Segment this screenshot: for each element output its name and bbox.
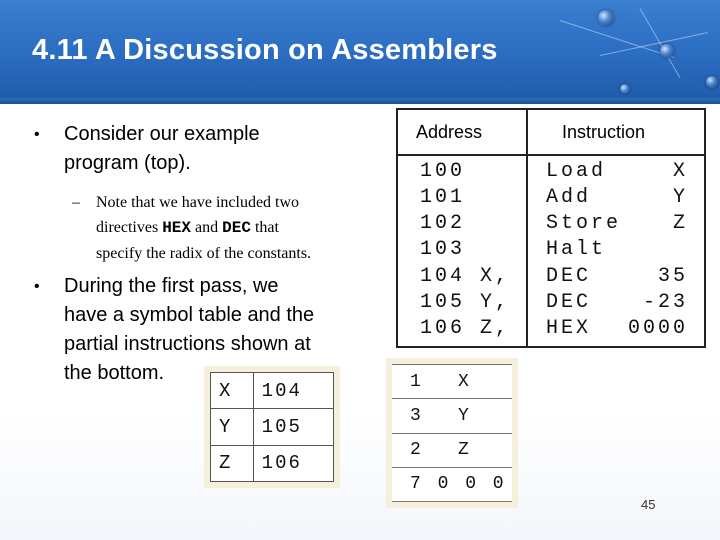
address-header: Address [416, 122, 483, 142]
operand-cell: 0000 [627, 317, 688, 340]
pushpin-icon [660, 44, 674, 58]
opcode-cell: 2 [392, 433, 440, 467]
address-cell: 102 [420, 212, 466, 235]
bullet-dot-icon: • [34, 278, 40, 295]
partial-operand-cell: X [440, 365, 512, 399]
mnemonic-cell: DEC [546, 291, 592, 314]
sub-text: that [250, 219, 279, 236]
operand-cell: Z [672, 212, 688, 235]
program-table [396, 108, 706, 348]
operand-cell: 35 [657, 265, 688, 288]
symbol-cell: X [211, 373, 254, 409]
dash-icon: – [72, 194, 80, 211]
mnemonic-cell: Add [546, 186, 592, 209]
symbol-table-grid [210, 372, 334, 482]
decorative-line [600, 32, 708, 56]
bullet-text-line: the bottom. [64, 362, 165, 384]
bullet-dot-icon: • [34, 126, 40, 143]
opcode-cell: 1 [392, 365, 440, 399]
page-title: 4.11 A Discussion on Assemblers [32, 34, 498, 66]
table-row [392, 467, 512, 501]
operand-cell: -23 [642, 291, 688, 314]
address-cell: 100 [420, 160, 466, 183]
table-row [211, 373, 334, 409]
mnemonic-cell: Store [546, 212, 622, 235]
page-number: 45 [641, 497, 656, 512]
partial-operand-cell: Z [440, 433, 512, 467]
opcode-cell: 3 [392, 399, 440, 433]
symbol-cell: Y [211, 409, 254, 445]
symbol-address-cell: 106 [253, 445, 333, 481]
sub-bullet-line: specify the radix of the constants. [96, 245, 312, 262]
symbol-address-cell: 104 [253, 373, 333, 409]
opcode-cell: 7 0 0 0 [392, 467, 512, 501]
table-row [392, 365, 512, 399]
pushpin-icon [598, 10, 614, 26]
column-divider [526, 110, 528, 346]
symbol-table [204, 366, 340, 488]
pushpin-icon [620, 84, 630, 94]
partial-instructions-grid [392, 364, 512, 502]
pushpin-icon [706, 76, 718, 88]
sub-bullet-directives [72, 190, 312, 266]
decorative-line [640, 8, 681, 78]
table-row [392, 433, 512, 467]
bullet-text-line: During the first pass, we [64, 275, 279, 297]
address-cell: 103 [420, 238, 466, 261]
sub-bullet-line: Note that we have included two [96, 194, 300, 211]
bullet-text-line: Consider our example [64, 123, 260, 145]
mnemonic-cell: Load [546, 160, 607, 183]
table-row [211, 445, 334, 481]
address-cell: 104 X, [420, 265, 511, 288]
bullet-text-line: have a symbol table and the [64, 304, 315, 326]
partial-instructions-table [386, 358, 518, 508]
sub-bullet-line [96, 215, 311, 241]
mnemonic-cell: HEX [546, 317, 592, 340]
symbol-cell: Z [211, 445, 254, 481]
table-row [211, 409, 334, 445]
hex-keyword: HEX [162, 219, 192, 237]
address-cell: 105 Y, [420, 291, 511, 314]
bullet-text-line: partial instructions shown at [64, 333, 311, 355]
mnemonic-cell: DEC [546, 265, 592, 288]
symbol-address-cell: 105 [253, 409, 333, 445]
operand-cell: Y [672, 186, 688, 209]
partial-operand-cell: Y [440, 399, 512, 433]
operand-cell: X [672, 160, 688, 183]
bullet-consider-program [34, 120, 260, 178]
title-banner [0, 0, 720, 104]
bullet-text-line: program (top). [64, 152, 191, 174]
dec-keyword: DEC [222, 219, 251, 237]
mnemonic-cell: Halt [546, 238, 607, 261]
address-cell: 101 [420, 186, 466, 209]
address-cell: 106 Z, [420, 317, 511, 340]
sub-text: and [191, 219, 223, 236]
table-row [392, 399, 512, 433]
sub-text: directives [96, 219, 163, 236]
instruction-header: Instruction [562, 122, 646, 142]
